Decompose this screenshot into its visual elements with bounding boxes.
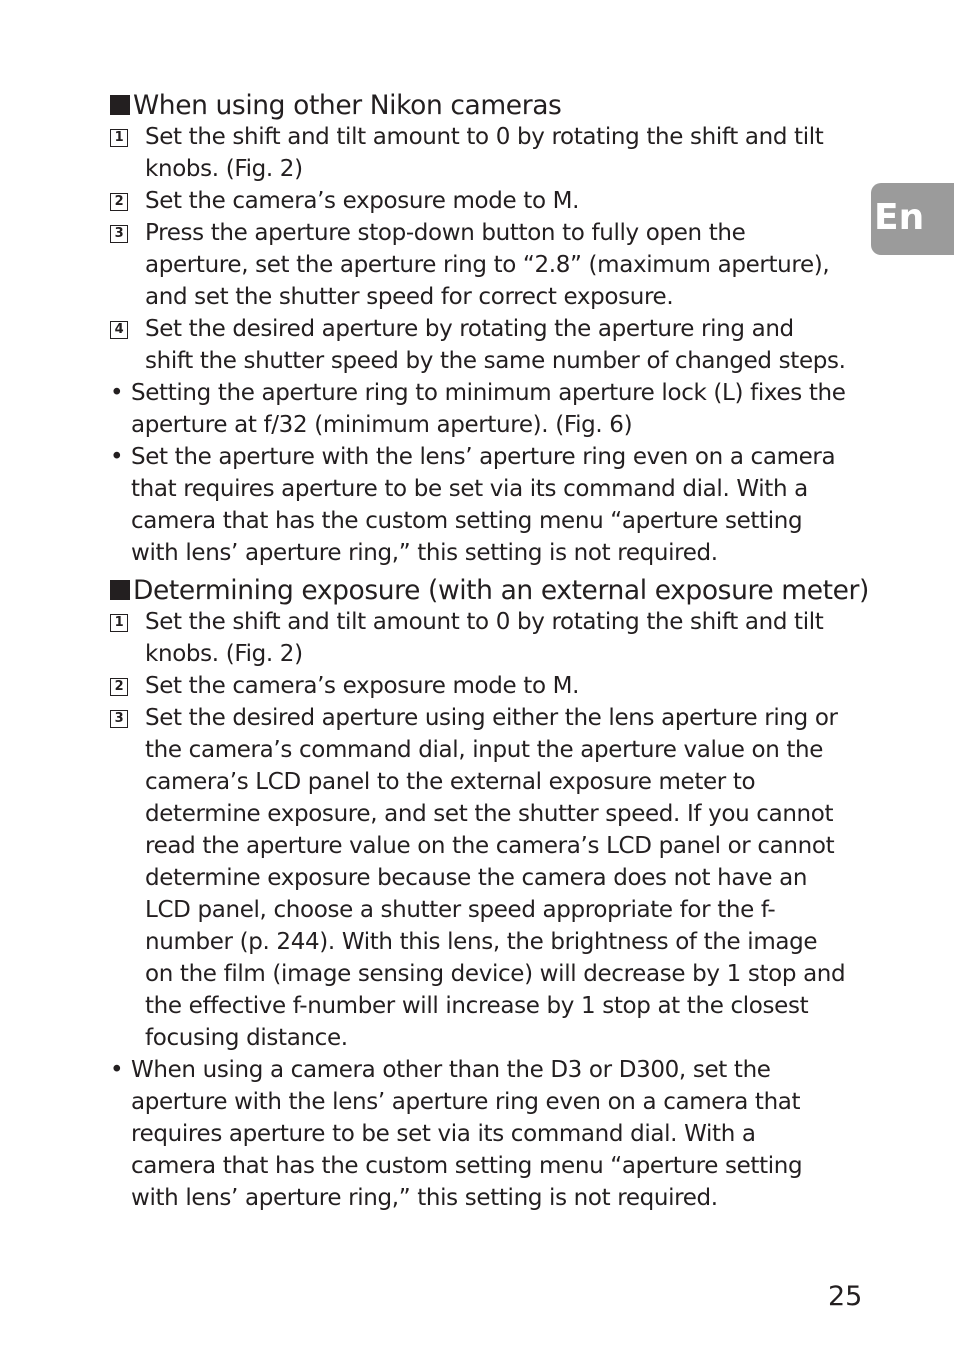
bullet-text: When using a camera other than the D3 or D300, set the aperture with the lens’ aperture ring even on a camera that requires aperture to be set via its command dial. With a camera that has the custom setting menu “aperture setting with lens’ aperture ring,” this setting is not required. — [131, 1057, 803, 1211]
step-item — [110, 313, 846, 377]
step-text: Set the shift and tilt amount to 0 by rotating the shift and tilt knobs. ( — [145, 124, 824, 182]
paren-close: ) — [294, 156, 303, 182]
page-content — [110, 88, 869, 1214]
step-text: Set the shift and tilt amount to 0 by rotating the shift and tilt knobs. ( — [145, 609, 824, 667]
paren-close: ) — [623, 412, 633, 438]
bullet-item — [110, 441, 846, 569]
step-number: 1 — [110, 614, 128, 632]
step-number: 2 — [110, 193, 128, 211]
step-item — [110, 121, 846, 185]
step-item — [110, 606, 846, 670]
language-tab-label: En — [874, 197, 925, 238]
step-text: Press the aperture stop-down button to fully open the aperture, set the aperture ring to “2.8” (maximum aperture), and set the shutter speed for correct exposure. — [145, 220, 830, 310]
step-text: Set the desired aperture by rotating the aperture ring and shift the shutter speed by the same number of changed steps. — [145, 316, 846, 374]
step-number: 2 — [110, 678, 128, 696]
step-number: 4 — [110, 321, 128, 339]
figure-reference: Fig. 6 — [563, 412, 624, 438]
bullet-text: Setting the aperture ring to minimum aperture lock (L) fixes the aperture at f/32 (minimum aperture). ( — [131, 380, 846, 438]
square-bullet-icon — [110, 580, 130, 600]
step-number: 3 — [110, 225, 128, 243]
section-heading-other-nikon — [110, 88, 846, 124]
bullet-text: Set the aperture with the lens’ aperture ring even on a camera that requires aperture to be set via its command dial. With a camera that has the custom setting menu “aperture setting with lens’ aperture ring,” this setting is not required. — [131, 444, 836, 566]
step-item — [110, 185, 846, 217]
section-heading-text: When using other Nikon cameras — [133, 90, 562, 121]
page-number: 25 — [828, 1281, 863, 1312]
language-tab — [871, 183, 954, 255]
bullet-dot: • — [110, 444, 124, 470]
step-text: Set the desired aperture using either the lens aperture ring or the camera’s command dial, input the aperture value on the camera’s LCD panel to the external exposure meter to determine exposure, and set the shutter speed. If you cannot read the aperture value on the camera’s LCD panel or cannot determine exposure because the camera does not have an LCD panel, choose a shutter speed appropriate for the f-number (p. 244). With this lens, the brightness of the image on the film (image sensing device) will decrease by 1 stop and the effective f-number will increase by 1 stop at the closest focusing distance. — [145, 705, 846, 1051]
step-item — [110, 702, 846, 1054]
step-text: Set the camera’s exposure mode to M. — [145, 673, 580, 699]
bullet-dot: • — [110, 1057, 124, 1083]
paren-close: ) — [294, 641, 303, 667]
step-text: Set the camera’s exposure mode to M. — [145, 188, 580, 214]
section-heading-text: Determining exposure (with an external exposure meter) — [133, 575, 869, 606]
section-heading-external-meter — [110, 573, 869, 609]
bullet-item — [110, 1054, 846, 1214]
step-item — [110, 670, 846, 702]
step-number: 1 — [110, 129, 128, 147]
step-item — [110, 217, 846, 313]
bullet-item — [110, 377, 846, 441]
bullet-dot: • — [110, 380, 124, 406]
step-number: 3 — [110, 710, 128, 728]
square-bullet-icon — [110, 95, 130, 115]
figure-reference: Fig. 2 — [234, 156, 295, 182]
figure-reference: Fig. 2 — [234, 641, 295, 667]
